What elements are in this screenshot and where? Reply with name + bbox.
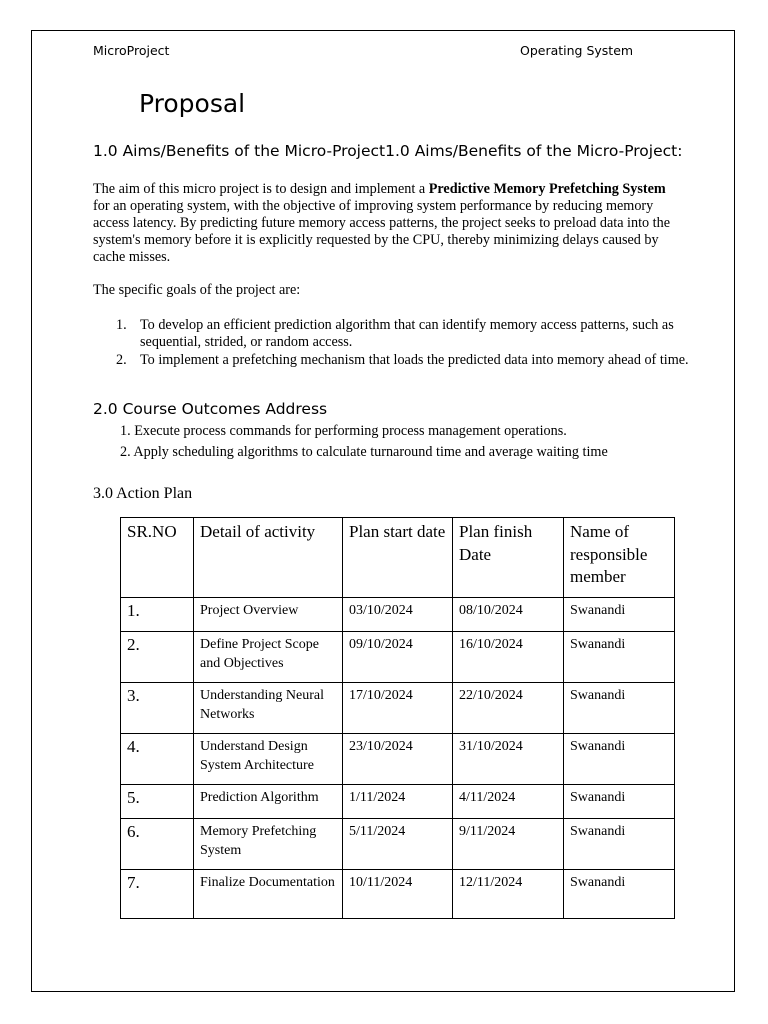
aim-text-start: The aim of this micro project is to design and implement a	[93, 181, 429, 197]
activity-cell: Define Project Scope and Objectives	[194, 632, 343, 683]
start-date-cell: 1/11/2024	[343, 785, 453, 819]
section1-heading: 1.0 Aims/Benefits of the Micro-Project1.0 Aims/Benefits of the Micro-Project:	[93, 142, 683, 160]
list-item: 1. Execute process commands for performing process management operations.	[120, 423, 567, 439]
start-date-cell: 17/10/2024	[343, 683, 453, 734]
member-cell: Swanandi	[564, 683, 675, 734]
column-header: Plan finish Date	[453, 518, 564, 598]
goals-list	[116, 317, 716, 370]
member-cell: Swanandi	[564, 632, 675, 683]
finish-date-cell: 4/11/2024	[453, 785, 564, 819]
start-date-cell: 09/10/2024	[343, 632, 453, 683]
sr-cell: 4.	[121, 734, 194, 785]
sr-cell: 2.	[121, 632, 194, 683]
activity-cell: Finalize Documentation	[194, 870, 343, 919]
table-row	[121, 632, 675, 683]
sr-cell: 7.	[121, 870, 194, 919]
column-header: Name of responsible member	[564, 518, 675, 598]
start-date-cell: 10/11/2024	[343, 870, 453, 919]
sr-cell: 6.	[121, 819, 194, 870]
list-item: 2. Apply scheduling algorithms to calculate turnaround time and average waiting time	[120, 444, 608, 460]
document-page	[31, 30, 735, 992]
finish-date-cell: 22/10/2024	[453, 683, 564, 734]
table-header-row	[121, 518, 675, 598]
action-plan-table	[120, 517, 675, 919]
column-header: Plan start date	[343, 518, 453, 598]
finish-date-cell: 08/10/2024	[453, 598, 564, 632]
table-row	[121, 785, 675, 819]
list-item-number: 2.	[116, 352, 127, 368]
finish-date-cell: 9/11/2024	[453, 819, 564, 870]
finish-date-cell: 12/11/2024	[453, 870, 564, 919]
activity-cell: Understand Design System Architecture	[194, 734, 343, 785]
start-date-cell: 23/10/2024	[343, 734, 453, 785]
table-row	[121, 683, 675, 734]
table-row	[121, 734, 675, 785]
header-left: MicroProject	[93, 43, 170, 58]
table-row	[121, 819, 675, 870]
activity-cell: Prediction Algorithm	[194, 785, 343, 819]
activity-cell: Understanding Neural Networks	[194, 683, 343, 734]
course-outcomes-list	[120, 423, 608, 465]
member-cell: Swanandi	[564, 598, 675, 632]
sr-cell: 5.	[121, 785, 194, 819]
aim-text-end: for an operating system, with the objective of improving system performance by reducing memory access latency. By predicting future memory access patterns, the project seeks to preload data into the system's memory before it is explicitly requested by the CPU, thereby minimizing delays caused by cache misses.	[93, 198, 671, 265]
page-title: Proposal	[139, 89, 246, 118]
aim-paragraph	[93, 181, 683, 266]
column-header: Detail of activity	[194, 518, 343, 598]
goals-intro: The specific goals of the project are:	[93, 282, 301, 298]
list-item	[116, 352, 716, 369]
finish-date-cell: 31/10/2024	[453, 734, 564, 785]
member-cell: Swanandi	[564, 870, 675, 919]
table-row	[121, 598, 675, 632]
section2-heading: 2.0 Course Outcomes Address	[93, 400, 328, 418]
list-item	[116, 317, 716, 351]
list-item-text: To implement a prefetching mechanism that loads the predicted data into memory ahead of time.	[140, 352, 689, 368]
table-row	[121, 870, 675, 919]
start-date-cell: 5/11/2024	[343, 819, 453, 870]
member-cell: Swanandi	[564, 785, 675, 819]
list-item-text: To develop an efficient prediction algorithm that can identify memory access patterns, such as sequential, strided, or random access.	[140, 317, 674, 350]
start-date-cell: 03/10/2024	[343, 598, 453, 632]
member-cell: Swanandi	[564, 734, 675, 785]
aim-text-bold: Predictive Memory Prefetching System	[428, 181, 666, 197]
finish-date-cell: 16/10/2024	[453, 632, 564, 683]
activity-cell: Project Overview	[194, 598, 343, 632]
activity-cell: Memory Prefetching System	[194, 819, 343, 870]
list-item-number: 1.	[116, 317, 127, 333]
header-right: Operating System	[520, 43, 634, 58]
member-cell: Swanandi	[564, 819, 675, 870]
sr-cell: 1.	[121, 598, 194, 632]
sr-cell: 3.	[121, 683, 194, 734]
column-header: SR.NO	[121, 518, 194, 598]
section3-heading: 3.0 Action Plan	[93, 485, 193, 502]
